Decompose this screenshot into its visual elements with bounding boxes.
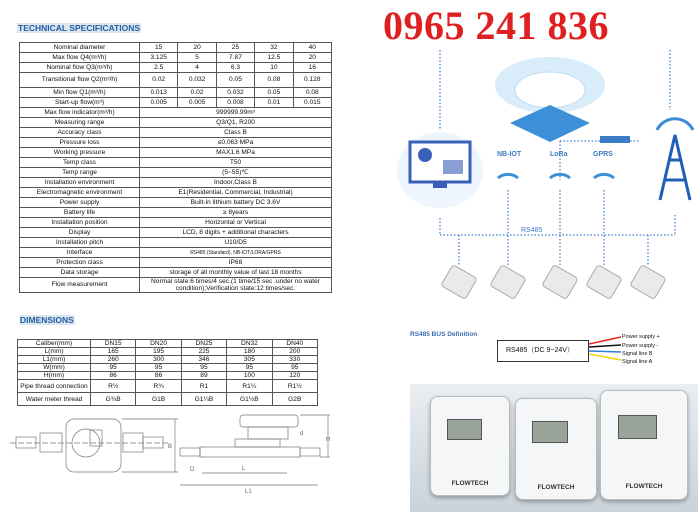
spec-value: 0.05 [216, 73, 254, 88]
spec-value: IP68 [140, 258, 332, 268]
spec-row [20, 208, 332, 218]
spec-row [20, 178, 332, 188]
spec-row [20, 238, 332, 248]
spec-value: 4 [178, 63, 216, 73]
spec-value: 0.032 [178, 73, 216, 88]
spec-value: Q3/Q1, R200 [140, 118, 332, 128]
dimension-value: DN20 [136, 340, 181, 348]
dimension-value: 165 [91, 348, 136, 356]
water-meter-photo [600, 390, 688, 500]
spec-value: Class B [140, 128, 332, 138]
spec-value: 0.08 [255, 73, 293, 88]
spec-value: 40 [293, 43, 331, 53]
spec-row [20, 53, 332, 63]
spec-row [20, 228, 332, 238]
spec-value: 25 [216, 43, 254, 53]
spec-table [19, 42, 332, 293]
water-meter-photo [515, 398, 597, 500]
rs485-bus-title: RS485 BUS Definition [410, 331, 478, 338]
spec-value: Normal state:6 times/4 sec.(1 time/15 sec .under no water condition);Verification state:12 times/sec. [140, 278, 332, 293]
spec-row [20, 63, 332, 73]
dimension-label: L(mm) [18, 348, 91, 356]
network-diagram [395, 50, 700, 315]
spec-label: Flow measurement [20, 278, 140, 293]
dimension-value: R1 [181, 380, 226, 393]
spec-value: 0.032 [216, 88, 254, 98]
spec-row [20, 118, 332, 128]
spec-value: 5 [178, 53, 216, 63]
dimension-value: DN15 [91, 340, 136, 348]
spec-row [20, 168, 332, 178]
spec-value: 0.02 [178, 88, 216, 98]
spec-value: Indoor,Class B [140, 178, 332, 188]
dimension-row [18, 364, 318, 372]
spec-label: Nominal diameter [20, 43, 140, 53]
dimension-value: G2B [272, 393, 317, 406]
meter-dimension-drawing [10, 413, 340, 498]
dimension-value: R½ [91, 380, 136, 393]
dimension-row [18, 340, 318, 348]
spec-row [20, 148, 332, 158]
dimension-label: L1(mm) [18, 356, 91, 364]
spec-value: U10/D5 [140, 238, 332, 248]
technical-specifications-title: TECHNICAL SPECIFICATIONS [18, 23, 140, 33]
spec-value: (5~55)℃ [140, 168, 332, 178]
label-rs485: RS485 [521, 227, 543, 234]
dimension-value: 95 [181, 364, 226, 372]
dimension-value: R¾ [136, 380, 181, 393]
dimension-row [18, 348, 318, 356]
spec-label: Start-up flow(m³) [20, 98, 140, 108]
label-nbiot: NB-IOT [497, 151, 522, 158]
spec-row [20, 43, 332, 53]
dimension-label: Pipe thread connection [18, 380, 91, 393]
spec-row [20, 98, 332, 108]
dimension-value: 95 [136, 364, 181, 372]
spec-value: 3.125 [140, 53, 178, 63]
spec-value: 16 [293, 63, 331, 73]
spec-value: 0.05 [255, 88, 293, 98]
spec-label: Measuring range [20, 118, 140, 128]
cell-tower-icon [657, 119, 693, 200]
spec-label: Interface [20, 248, 140, 258]
spec-value: 2.5 [140, 63, 178, 73]
drawing-label-b: B [168, 444, 173, 450]
spec-value: 10 [255, 63, 293, 73]
label-gprs: GPRS [593, 151, 613, 158]
spec-value: 0.01 [255, 98, 293, 108]
dimension-label: Caliber(mm) [18, 340, 91, 348]
spec-value: 0.128 [293, 73, 331, 88]
spec-row [20, 108, 332, 118]
spec-value: 0.015 [293, 98, 331, 108]
spec-label: Temp range [20, 168, 140, 178]
brand-label: FLOWTECH [451, 480, 489, 488]
spec-label: Installation pitch [20, 238, 140, 248]
spec-value: T50 [140, 158, 332, 168]
dimension-value: 200 [272, 348, 317, 356]
spec-label: Display [20, 228, 140, 238]
spec-row [20, 218, 332, 228]
spec-value: E1(Residential, Commercial, Industrial) [140, 188, 332, 198]
spec-label: Max flow Q4(m³/h) [20, 53, 140, 63]
spec-row [20, 128, 332, 138]
spec-value: Built-in lithium battery DC 3.6V [140, 198, 332, 208]
dimension-value: 305 [227, 356, 272, 364]
dimension-value: 260 [91, 356, 136, 364]
spec-label: Min flow Q1(m³/h) [20, 88, 140, 98]
dimension-label: W(mm) [18, 364, 91, 372]
spec-value: Horizontal or Vertical [140, 218, 332, 228]
dimensions-title: DIMENSIONS [20, 315, 74, 325]
dimension-row [18, 380, 318, 393]
spec-label: Max flow indicator(m³/h) [20, 108, 140, 118]
router-icon [600, 136, 630, 143]
dimension-value: DN25 [181, 340, 226, 348]
spec-value: storage of all monthly value of last 18 months [140, 268, 332, 278]
dimension-value: 346 [181, 356, 226, 364]
dimension-row [18, 356, 318, 364]
dimension-value: 180 [227, 348, 272, 356]
spec-label: Temp class [20, 158, 140, 168]
dimension-row [18, 372, 318, 380]
drawing-label-l: L [242, 466, 246, 472]
spec-row [20, 73, 332, 88]
spec-value: ≥ 8years [140, 208, 332, 218]
drawing-label-d: D [190, 467, 195, 473]
label-lora: LoRa [550, 151, 568, 158]
spec-row [20, 188, 332, 198]
water-meter-icons [441, 265, 666, 300]
drawing-label-l1: L1 [245, 489, 252, 495]
wire-signal-a: Signal line A [622, 359, 653, 365]
drawing-label-d-small: d [300, 431, 304, 437]
dimension-row [18, 393, 318, 406]
dimension-value: 100 [227, 372, 272, 380]
water-meter-photo [430, 396, 510, 496]
spec-value: 20 [178, 43, 216, 53]
spec-row [20, 198, 332, 208]
spec-value: 999999.99m³ [140, 108, 332, 118]
spec-label: Working pressure [20, 148, 140, 158]
spec-label: Installation environment [20, 178, 140, 188]
spec-row [20, 88, 332, 98]
dimension-value: G1B [136, 393, 181, 406]
brand-label: FLOWTECH [537, 484, 575, 491]
spec-label: Nominal flow Q3(m³/h) [20, 63, 140, 73]
dimension-value: G¾B [91, 393, 136, 406]
spec-row [20, 278, 332, 293]
spec-value: 12.5 [255, 53, 293, 63]
wire-power-minus: Power supply - [622, 343, 659, 349]
phone-number[interactable]: 0965 241 836 [383, 3, 609, 48]
drawing-label-h: H [326, 437, 331, 443]
dimension-value: 86 [136, 372, 181, 380]
spec-value: 0.02 [140, 73, 178, 88]
product-photo [410, 384, 698, 512]
spec-row [20, 248, 332, 258]
brand-label: FLOWTECH [625, 483, 663, 491]
wire-power-plus: Power supply + [622, 334, 660, 340]
dimension-value: 120 [272, 372, 317, 380]
spec-label: Protection class [20, 258, 140, 268]
spec-label: Accuracy class [20, 128, 140, 138]
spec-value: 0.005 [140, 98, 178, 108]
spec-value: 7.87 [216, 53, 254, 63]
spec-row [20, 138, 332, 148]
dimension-value: 95 [272, 364, 317, 372]
spec-label: Data storage [20, 268, 140, 278]
spec-label: Battery life [20, 208, 140, 218]
spec-value: 6.3 [216, 63, 254, 73]
spec-label: Pressure loss [20, 138, 140, 148]
spec-value: 15 [140, 43, 178, 53]
dimension-value: 89 [181, 372, 226, 380]
dimension-value: 95 [91, 364, 136, 372]
server-platform-icon [510, 105, 590, 142]
monitor-dashboard-icon [397, 132, 483, 208]
dimension-value: 225 [181, 348, 226, 356]
rs485-box: RS485（DC 9~24V） [497, 340, 589, 362]
spec-value: 0.008 [216, 98, 254, 108]
spec-value: 0.08 [293, 88, 331, 98]
wire-signal-b: Signal line B [622, 351, 653, 357]
spec-row [20, 258, 332, 268]
dimension-value: R1½ [272, 380, 317, 393]
dimension-value: 86 [91, 372, 136, 380]
spec-label: Transitional flow Q2(m³/h) [20, 73, 140, 88]
dimension-value: R1¼ [227, 380, 272, 393]
spec-label: Power supply [20, 198, 140, 208]
spec-row [20, 268, 332, 278]
dimension-value: 300 [136, 356, 181, 364]
spec-row [20, 158, 332, 168]
dimension-label: H(mm) [18, 372, 91, 380]
spec-value: 0.013 [140, 88, 178, 98]
dimension-value: DN32 [227, 340, 272, 348]
spec-value: RS485 (Standard), NB-IOT/LORA/GPRS [140, 248, 332, 258]
dimension-label: Water meter thread [18, 393, 91, 406]
cloud-icon [495, 57, 605, 113]
dimension-value: 195 [136, 348, 181, 356]
spec-label: Electromagnetic environment [20, 188, 140, 198]
dimension-value: 330 [272, 356, 317, 364]
spec-value: 20 [293, 53, 331, 63]
dimensions-table [17, 339, 318, 406]
spec-label: Installation position [20, 218, 140, 228]
dimension-value: G1½B [227, 393, 272, 406]
spec-value: LCD, 8 digits + additional characters [140, 228, 332, 238]
spec-value: 32 [255, 43, 293, 53]
dimension-value: 95 [227, 364, 272, 372]
spec-value: ≤0.063 MPa [140, 138, 332, 148]
dimension-value: G1¼B [181, 393, 226, 406]
wireless-icons [498, 174, 614, 178]
spec-value: MAX1.6 MPa [140, 148, 332, 158]
spec-value: 0.005 [178, 98, 216, 108]
dimension-value: DN40 [272, 340, 317, 348]
rs485-wires [589, 334, 624, 366]
